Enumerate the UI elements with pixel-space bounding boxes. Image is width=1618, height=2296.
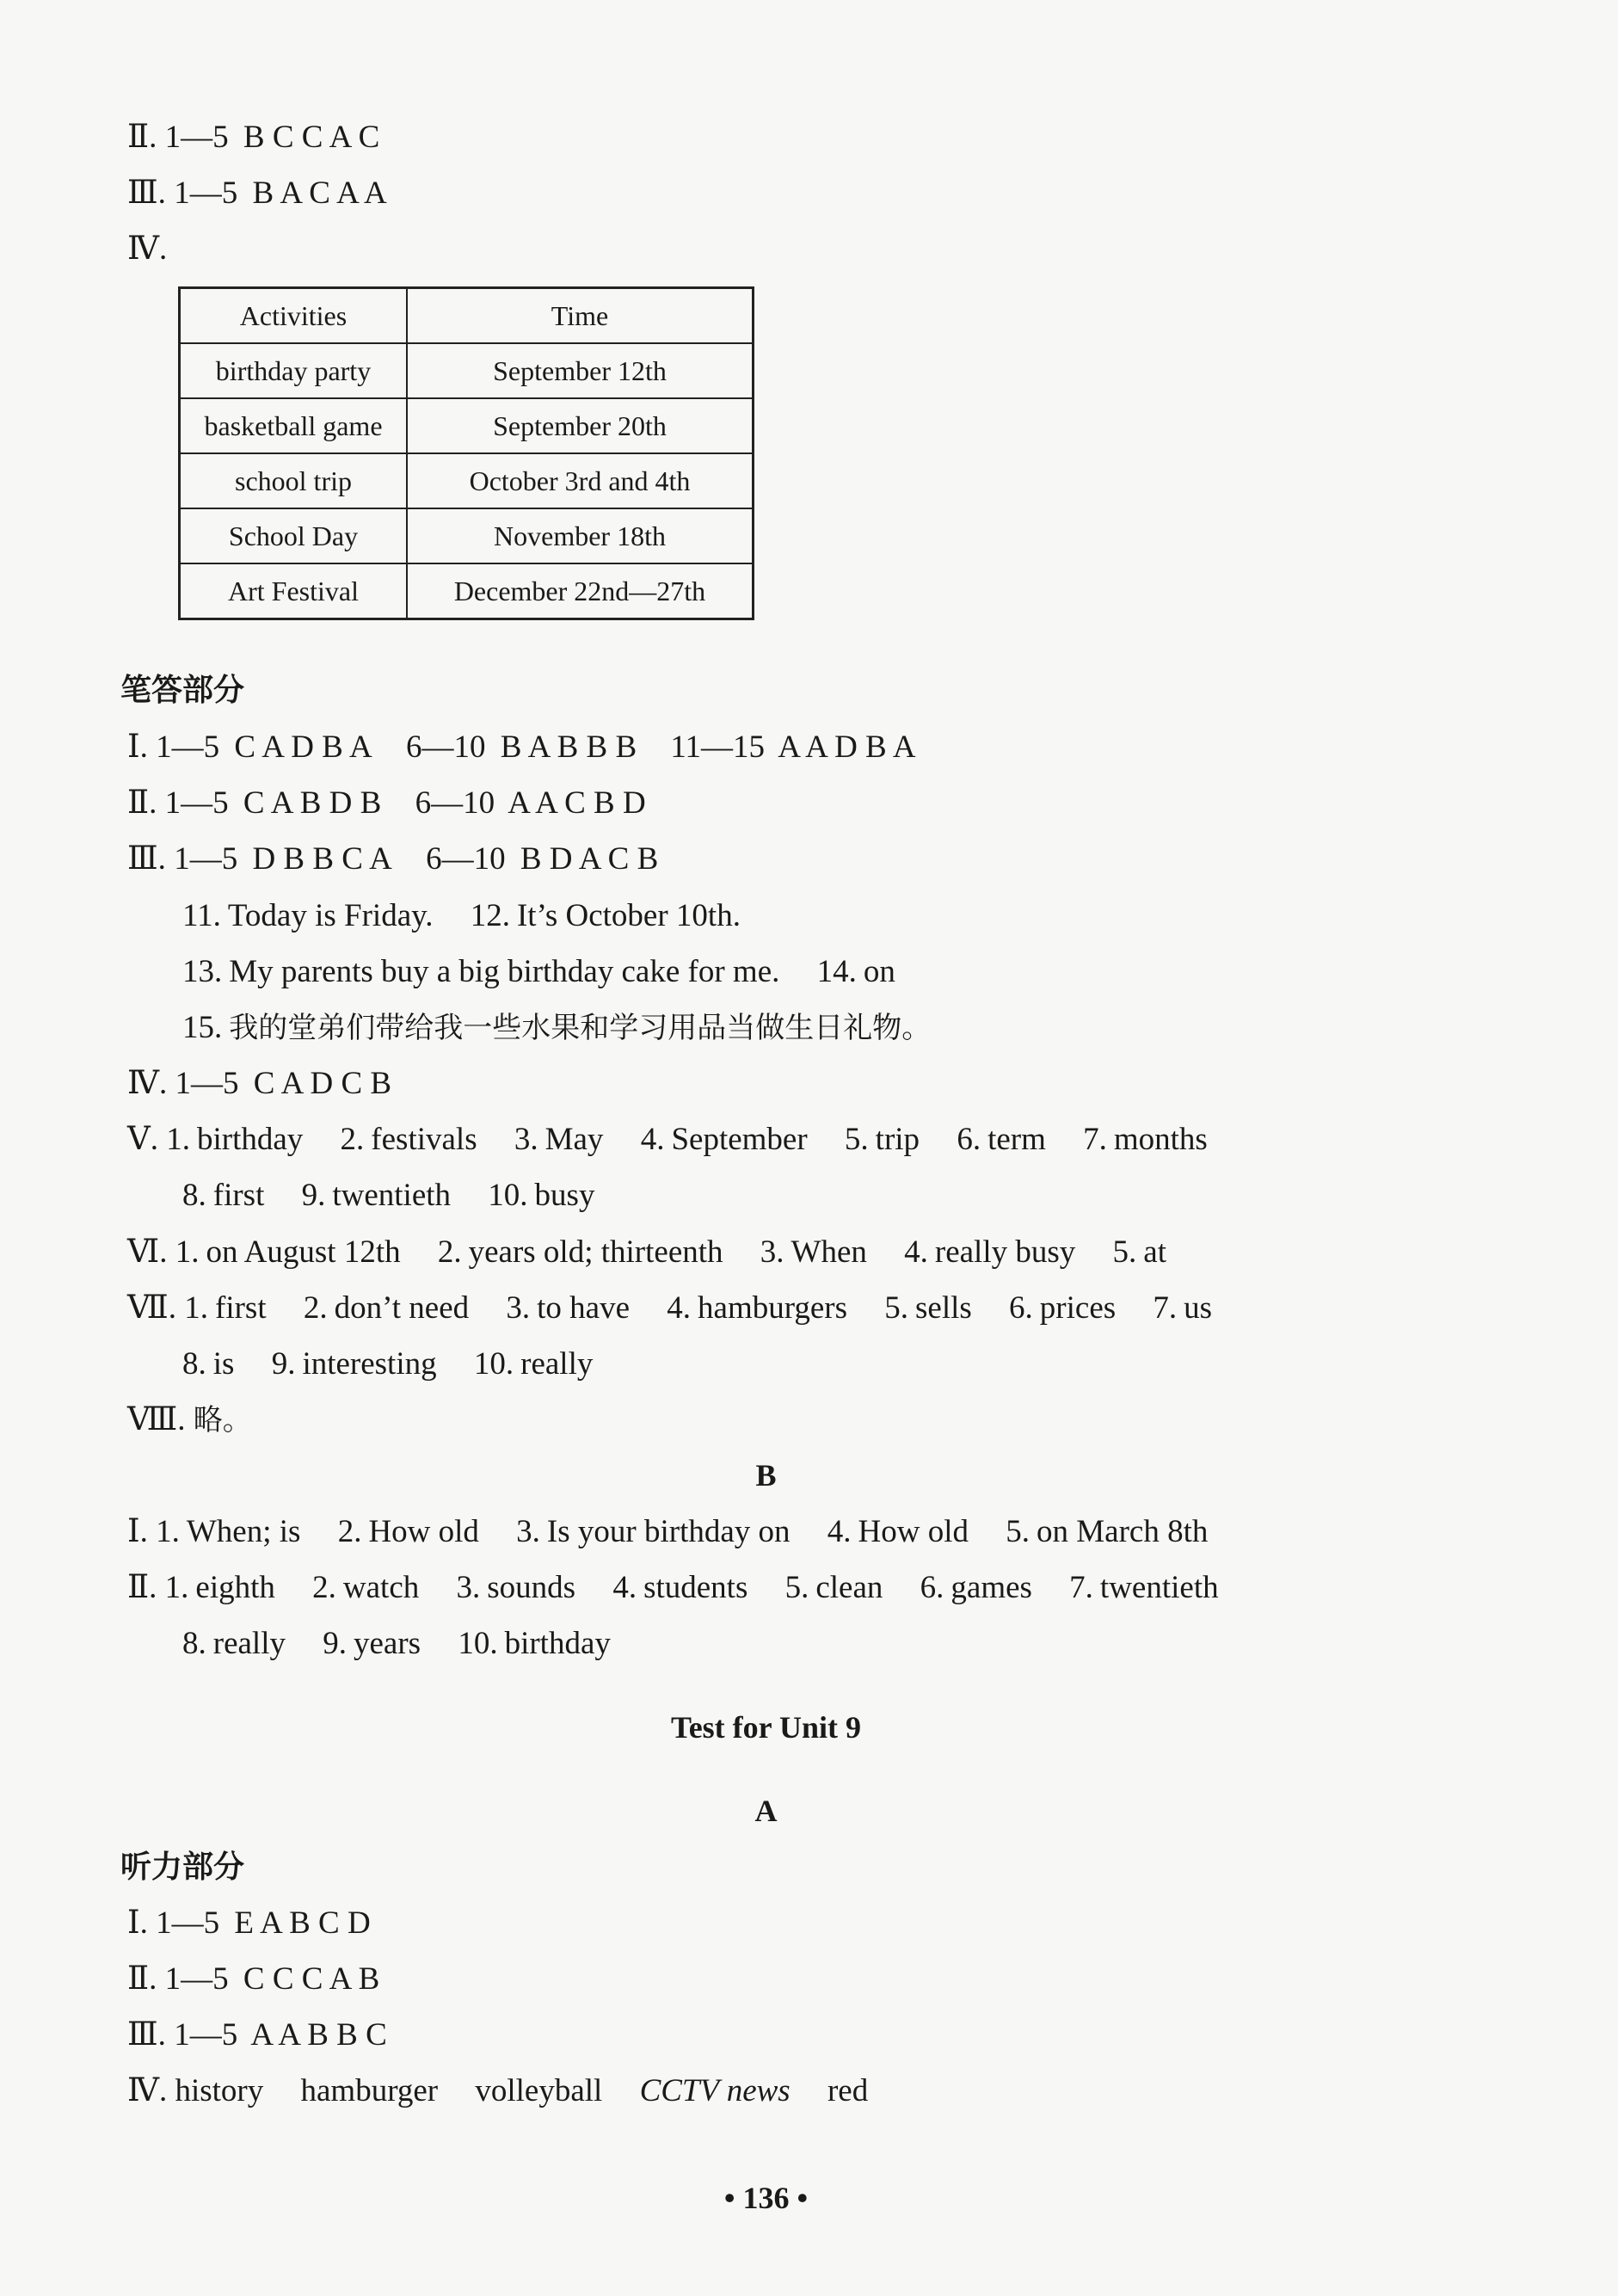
- item-number: 9.: [323, 1626, 347, 1661]
- answers: B D A C B: [520, 841, 659, 877]
- answers: E A B C D: [234, 1905, 371, 1941]
- answer-word: May: [544, 1122, 604, 1157]
- answers: C A D C B: [253, 1066, 392, 1101]
- table-row: [180, 508, 754, 563]
- item-number: 11.: [182, 898, 221, 933]
- written-line-3: [127, 838, 658, 881]
- item-number: 10.: [488, 1178, 528, 1213]
- item-number: 9.: [271, 1346, 296, 1382]
- answers: C A D B A: [234, 729, 372, 765]
- answers: B A C A A: [252, 175, 387, 211]
- range: 6—10: [415, 785, 495, 821]
- header-activities: Activities: [180, 288, 408, 344]
- table-row: [180, 563, 754, 619]
- written-line-3b: [182, 951, 895, 994]
- answers: D B B C A: [252, 841, 392, 877]
- written-line-3c: [182, 1006, 931, 1050]
- answer-text: 略。: [193, 1403, 252, 1437]
- answers: C C C A B: [243, 1961, 380, 1997]
- roman-numeral: Ⅴ.: [127, 1122, 158, 1157]
- item-number: 6.: [957, 1122, 981, 1157]
- answer-word: history: [175, 2073, 264, 2108]
- item-number: 8.: [182, 1626, 206, 1661]
- item-number: 7.: [1083, 1122, 1107, 1157]
- answer-word: don’t need: [334, 1290, 470, 1326]
- roman-numeral: Ⅳ.: [127, 1066, 168, 1101]
- item-number: 15.: [182, 1010, 223, 1045]
- range: 1—5: [164, 120, 229, 155]
- roman-numeral: Ⅱ.: [127, 120, 157, 155]
- answer-word: twentieth: [332, 1178, 452, 1213]
- item-number: 1.: [184, 1290, 208, 1326]
- written-line-5: [127, 1118, 1208, 1161]
- table-cell: birthday party: [180, 343, 408, 398]
- table-cell: December 22nd—27th: [407, 563, 754, 619]
- table-header-row: [180, 288, 754, 344]
- answer-word: on March 8th: [1037, 1514, 1209, 1549]
- roman-numeral: Ⅱ.: [127, 1570, 157, 1605]
- answer-word: really: [212, 1626, 286, 1661]
- roman-numeral: Ⅰ.: [127, 729, 148, 765]
- answer-word: to have: [537, 1290, 631, 1326]
- answer-word: prices: [1039, 1290, 1117, 1326]
- item-number: 1.: [164, 1570, 189, 1605]
- answers: A A D B A: [778, 729, 916, 765]
- answer-word: birthday: [504, 1626, 611, 1661]
- answer-word: sells: [915, 1290, 972, 1326]
- roman-numeral: Ⅲ.: [127, 841, 166, 877]
- answer-word: When; is: [186, 1514, 301, 1549]
- translation-text: 我的堂弟们带给我一些水果和学习用品当做生日礼物。: [229, 1011, 932, 1045]
- table-cell: September 12th: [407, 343, 754, 398]
- section-b-line-2b: [182, 1622, 611, 1665]
- item-number: 6.: [920, 1570, 944, 1605]
- item-number: 2.: [340, 1122, 365, 1157]
- answer-word: games: [950, 1570, 1032, 1605]
- section-b-line-2: [127, 1567, 1219, 1610]
- answer-word: years: [353, 1626, 421, 1661]
- item-number: 4.: [612, 1570, 637, 1605]
- unit-9-title: Test for Unit 9: [670, 1710, 861, 1745]
- answer-word: trip: [875, 1122, 920, 1157]
- range: 1—5: [174, 2017, 238, 2053]
- item-number: 3.: [760, 1234, 784, 1270]
- unit9-line-2: [127, 1958, 379, 2001]
- answers: A A C B D: [508, 785, 646, 821]
- answer-word: hamburgers: [698, 1290, 848, 1326]
- item-number: 14.: [816, 954, 857, 989]
- answer-word: September: [671, 1122, 808, 1157]
- item-number: 5.: [1006, 1514, 1030, 1549]
- item-number: 2.: [337, 1514, 362, 1549]
- roman-numeral: Ⅱ.: [127, 1961, 157, 1997]
- answer-word: years old; thirteenth: [468, 1234, 723, 1270]
- table-cell: October 3rd and 4th: [407, 453, 754, 508]
- answer-word: us: [1184, 1290, 1213, 1326]
- answer-text: It’s October 10th.: [516, 898, 741, 933]
- answer-line-4: [127, 228, 167, 271]
- answer-word: red: [827, 2073, 869, 2108]
- item-number: 4.: [667, 1290, 692, 1326]
- answer-word: twentieth: [1099, 1570, 1219, 1605]
- answers: C A B D B: [243, 785, 382, 821]
- answer-word: busy: [534, 1178, 595, 1213]
- item-number: 3.: [456, 1570, 481, 1605]
- range: 1—5: [164, 1961, 229, 1997]
- unit-9-section-a: A: [754, 1794, 778, 1828]
- item-number: 2.: [303, 1290, 328, 1326]
- unit9-line-3: [127, 2014, 387, 2057]
- answer-word: watch: [342, 1570, 420, 1605]
- range: 1—5: [156, 1905, 220, 1941]
- roman-numeral: Ⅷ.: [127, 1402, 186, 1437]
- written-heading: 笔答部分: [120, 673, 245, 708]
- item-number: 4.: [827, 1514, 852, 1549]
- range: 1—5: [156, 729, 220, 765]
- answer-word: eighth: [195, 1570, 275, 1605]
- answer-word: interesting: [302, 1346, 437, 1382]
- range: 1—5: [175, 1066, 239, 1101]
- answer-word: volleyball: [475, 2073, 603, 2108]
- range: 1—5: [164, 785, 229, 821]
- roman-numeral: Ⅲ.: [127, 2017, 166, 2053]
- item-number: 2.: [312, 1570, 336, 1605]
- answer-word: clean: [815, 1570, 883, 1605]
- answer-line-2: [127, 116, 379, 159]
- roman-numeral: Ⅶ.: [127, 1290, 176, 1326]
- section-b-label: B: [755, 1458, 777, 1493]
- item-number: 1.: [175, 1234, 200, 1270]
- page-number: • 136 •: [723, 2181, 809, 2215]
- table-cell: September 20th: [407, 398, 754, 453]
- answer-word: Is your birthday on: [546, 1514, 791, 1549]
- roman-numeral: Ⅵ.: [127, 1234, 168, 1270]
- answer-word: How old: [858, 1514, 969, 1549]
- answer-word: How old: [368, 1514, 479, 1549]
- unit9-line-4: [127, 2070, 868, 2113]
- roman-numeral: Ⅳ.: [127, 231, 168, 267]
- item-number: 4.: [640, 1122, 665, 1157]
- item-number: 1.: [156, 1514, 180, 1549]
- item-number: 10.: [473, 1346, 514, 1382]
- answer-word: first: [215, 1290, 267, 1326]
- table-row: [180, 398, 754, 453]
- item-number: 7.: [1153, 1290, 1178, 1326]
- written-line-4: [127, 1062, 391, 1105]
- answer-word: CCTV news: [639, 2073, 791, 2108]
- answer-word: festivals: [371, 1122, 477, 1157]
- item-number: 13.: [182, 954, 223, 989]
- item-number: 5.: [1112, 1234, 1137, 1270]
- item-number: 9.: [301, 1178, 326, 1213]
- item-number: 6.: [1009, 1290, 1033, 1326]
- header-time: Time: [407, 288, 754, 344]
- roman-numeral: Ⅰ.: [127, 1514, 148, 1549]
- table-row: [180, 343, 754, 398]
- answer-word: term: [987, 1122, 1046, 1157]
- activities-table: [178, 286, 754, 620]
- item-number: 3.: [506, 1290, 531, 1326]
- answers: B C C A C: [243, 120, 380, 155]
- roman-numeral: Ⅰ.: [127, 1905, 148, 1941]
- answer-word: sounds: [487, 1570, 576, 1605]
- table-cell: Art Festival: [180, 563, 408, 619]
- range: 1—5: [174, 841, 238, 877]
- answer-word: students: [643, 1570, 748, 1605]
- answer-text: Today is Friday.: [227, 898, 434, 933]
- written-line-5b: [182, 1174, 594, 1217]
- answer-word: birthday: [196, 1122, 304, 1157]
- table-cell: November 18th: [407, 508, 754, 563]
- written-line-7b: [182, 1343, 593, 1386]
- item-number: 8.: [182, 1178, 206, 1213]
- answer-word: hamburger: [300, 2073, 439, 2108]
- answer-word: months: [1113, 1122, 1208, 1157]
- written-line-2: [127, 782, 646, 825]
- item-number: 1.: [166, 1122, 190, 1157]
- item-number: 5.: [844, 1122, 869, 1157]
- listening-heading: 听力部分: [120, 1850, 245, 1885]
- range: 6—10: [406, 729, 486, 765]
- written-line-1: [127, 726, 916, 769]
- answers: B A B B B: [500, 729, 637, 765]
- answer-line-3: [127, 172, 387, 215]
- item-number: 7.: [1069, 1570, 1093, 1605]
- item-number: 2.: [437, 1234, 462, 1270]
- table-cell: school trip: [180, 453, 408, 508]
- answer-word: at: [1143, 1234, 1166, 1270]
- item-number: 10.: [458, 1626, 498, 1661]
- answer-word: really busy: [934, 1234, 1076, 1270]
- written-line-7: [127, 1287, 1212, 1330]
- table-cell: basketball game: [180, 398, 408, 453]
- written-line-3a: [182, 895, 741, 938]
- range: 11—15: [670, 729, 766, 765]
- answer-word: really: [520, 1346, 594, 1382]
- roman-numeral: Ⅱ.: [127, 785, 157, 821]
- answer-word: on August 12th: [206, 1234, 401, 1270]
- answer-word: When: [791, 1234, 867, 1270]
- item-number: 4.: [904, 1234, 928, 1270]
- table-cell: School Day: [180, 508, 408, 563]
- item-number: 3.: [516, 1514, 540, 1549]
- roman-numeral: Ⅳ.: [127, 2073, 168, 2108]
- section-b-line-1: [127, 1511, 1208, 1554]
- answers: A A B B C: [250, 2017, 387, 2053]
- written-line-6: [127, 1231, 1166, 1274]
- written-line-8: [127, 1399, 252, 1442]
- table-row: [180, 453, 754, 508]
- item-number: 5.: [784, 1570, 809, 1605]
- item-number: 8.: [182, 1346, 206, 1382]
- answer-text: on: [863, 954, 895, 989]
- answer-word: first: [212, 1178, 265, 1213]
- range: 1—5: [174, 175, 238, 211]
- item-number: 12.: [470, 898, 510, 933]
- answer-text: My parents buy a big birthday cake for me.: [229, 954, 780, 989]
- range: 6—10: [426, 841, 506, 877]
- answer-word: is: [212, 1346, 235, 1382]
- unit9-line-1: [127, 1902, 371, 1945]
- item-number: 3.: [514, 1122, 538, 1157]
- roman-numeral: Ⅲ.: [127, 175, 166, 211]
- item-number: 5.: [884, 1290, 909, 1326]
